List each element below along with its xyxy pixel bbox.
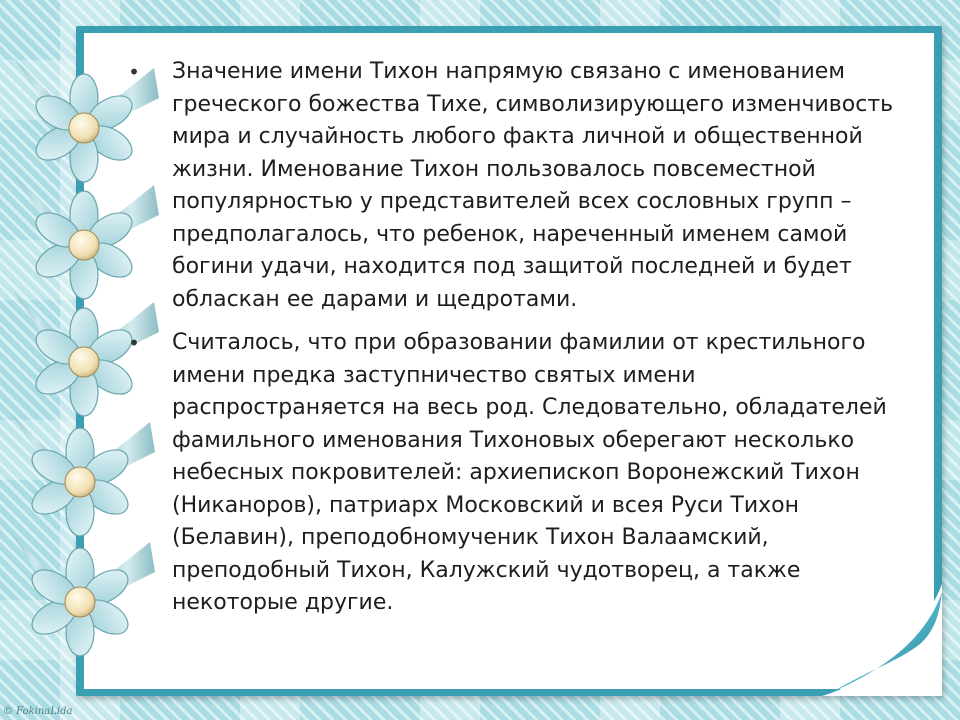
bullet-text: Значение имени Тихон напрямую связано с именованием греческого божества Тихе, символизирующего изменчивость мира и случайность любого факта личной и общественной жизни. Именование Тихон пользовалось повсеместной популярностью у представителей всех сословных групп – предполагалось, что ребенок, нареченный именем самой богини удачи, находится под защитой последней и будет обласкан ее дарами и щедротами. xyxy=(172,59,894,312)
copyright-watermark: © FokinaLida xyxy=(3,706,73,717)
bullet-marker: • xyxy=(128,331,140,355)
slide-content xyxy=(124,56,904,631)
bullet-list xyxy=(124,56,904,620)
bullet-item xyxy=(124,327,904,620)
bullet-marker: • xyxy=(128,60,140,84)
bullet-item xyxy=(124,56,904,316)
bullet-text: Считалось, что при образовании фамилии от крестильного имени предка заступничество святых имени распространяется на весь род. Следовательно, обладателей фамильного именования Тихоновых оберегают несколько небесных покровителей: архиепископ Воронежский Тихон (Никаноров), патриарх Московский и всея Руси Тихон (Белавин), преподобномученик Тихон Валаамский, преподобный Тихон, Калужский чудотворец, а также некоторые другие. xyxy=(172,330,887,615)
